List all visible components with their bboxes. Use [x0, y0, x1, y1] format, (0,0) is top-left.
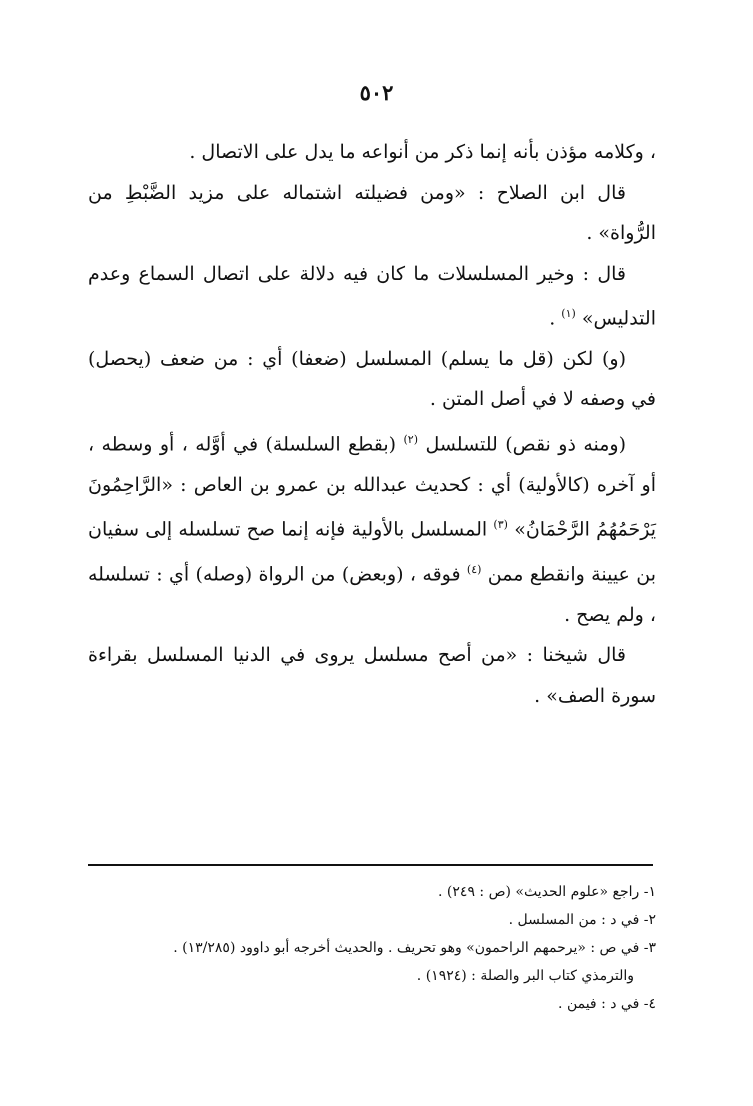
footnote-ref-1: (١): [561, 307, 576, 320]
footnote-1: ١- راجع «علوم الحديث» (ص : ٢٤٩) .: [438, 884, 656, 900]
footnote-divider: [88, 864, 653, 866]
paragraph-5-part-b: (بقطع السلسلة) في أوَّله ، أو وسطه ، أو آخره (كالأولية) أي : كحديث عبدالله بن عمرو بن العاص : «الرَّاحِمُونَ يَرْحَمُهُمُ الرَّحْمَانُ»: [88, 433, 657, 541]
paragraph-1: ، وكلامه مؤذن بأنه إنما ذكر من أنواعه ما يدل على الاتصال .: [189, 141, 656, 163]
paragraph-4: (و) لكن (قل ما يسلم) المسلسل (ضعفا) أي : من ضعف (يحصل) في وصفه لا في أصل المتن .: [88, 347, 656, 411]
paragraph-5-part-a: (ومنه ذو نقص) للتسلسل: [425, 433, 627, 456]
footnote-3-continuation: والترمذي كتاب البر والصلة : (١٩٢٤) .: [416, 968, 634, 984]
footnote-ref-3: (٣): [493, 518, 508, 532]
main-text: [88, 132, 656, 716]
paragraph-5: [88, 420, 656, 635]
footnote-4: ٤- في د : فيمن .: [558, 996, 656, 1012]
paragraph-5-part-d: فوقه ، (وبعض) من الرواة (وصله) أي : تسلسله ، ولم يصح .: [88, 563, 656, 626]
footnote-2: ٢- في د : من المسلسل .: [508, 912, 656, 928]
paragraph-3-end: .: [549, 307, 562, 330]
footnote-ref-4: (٤): [466, 562, 482, 576]
paragraph-3-text: قال : وخير المسلسلات ما كان فيه دلالة على اتصال السماع وعدم التدليس»: [88, 262, 656, 330]
footnote-3: ٣- في ص : «يرحمهم الراحمون» وهو تحريف . والحديث أخرجه أبو داوود (١٣/٢٨٥) .: [173, 940, 656, 956]
paragraph-2: قال ابن الصلاح : «ومن فضيلته اشتماله على مزيد الضَّبْطِ من الرُّواة» .: [88, 181, 656, 244]
paragraph-3: [88, 254, 656, 339]
footnote-ref-2: (٢): [403, 432, 418, 446]
footnotes: [88, 878, 656, 1018]
paragraph-5-part-c: المسلسل بالأولية فإنه إنما صح تسلسله إلى سفيان بن عيينة وانقطع ممن: [88, 518, 656, 586]
paragraph-6: قال شيخنا : «من أصح مسلسل يروى في الدنيا المسلسل بقراءة سورة الصف» .: [88, 644, 656, 707]
page-number: ٥٠٢: [359, 80, 394, 105]
